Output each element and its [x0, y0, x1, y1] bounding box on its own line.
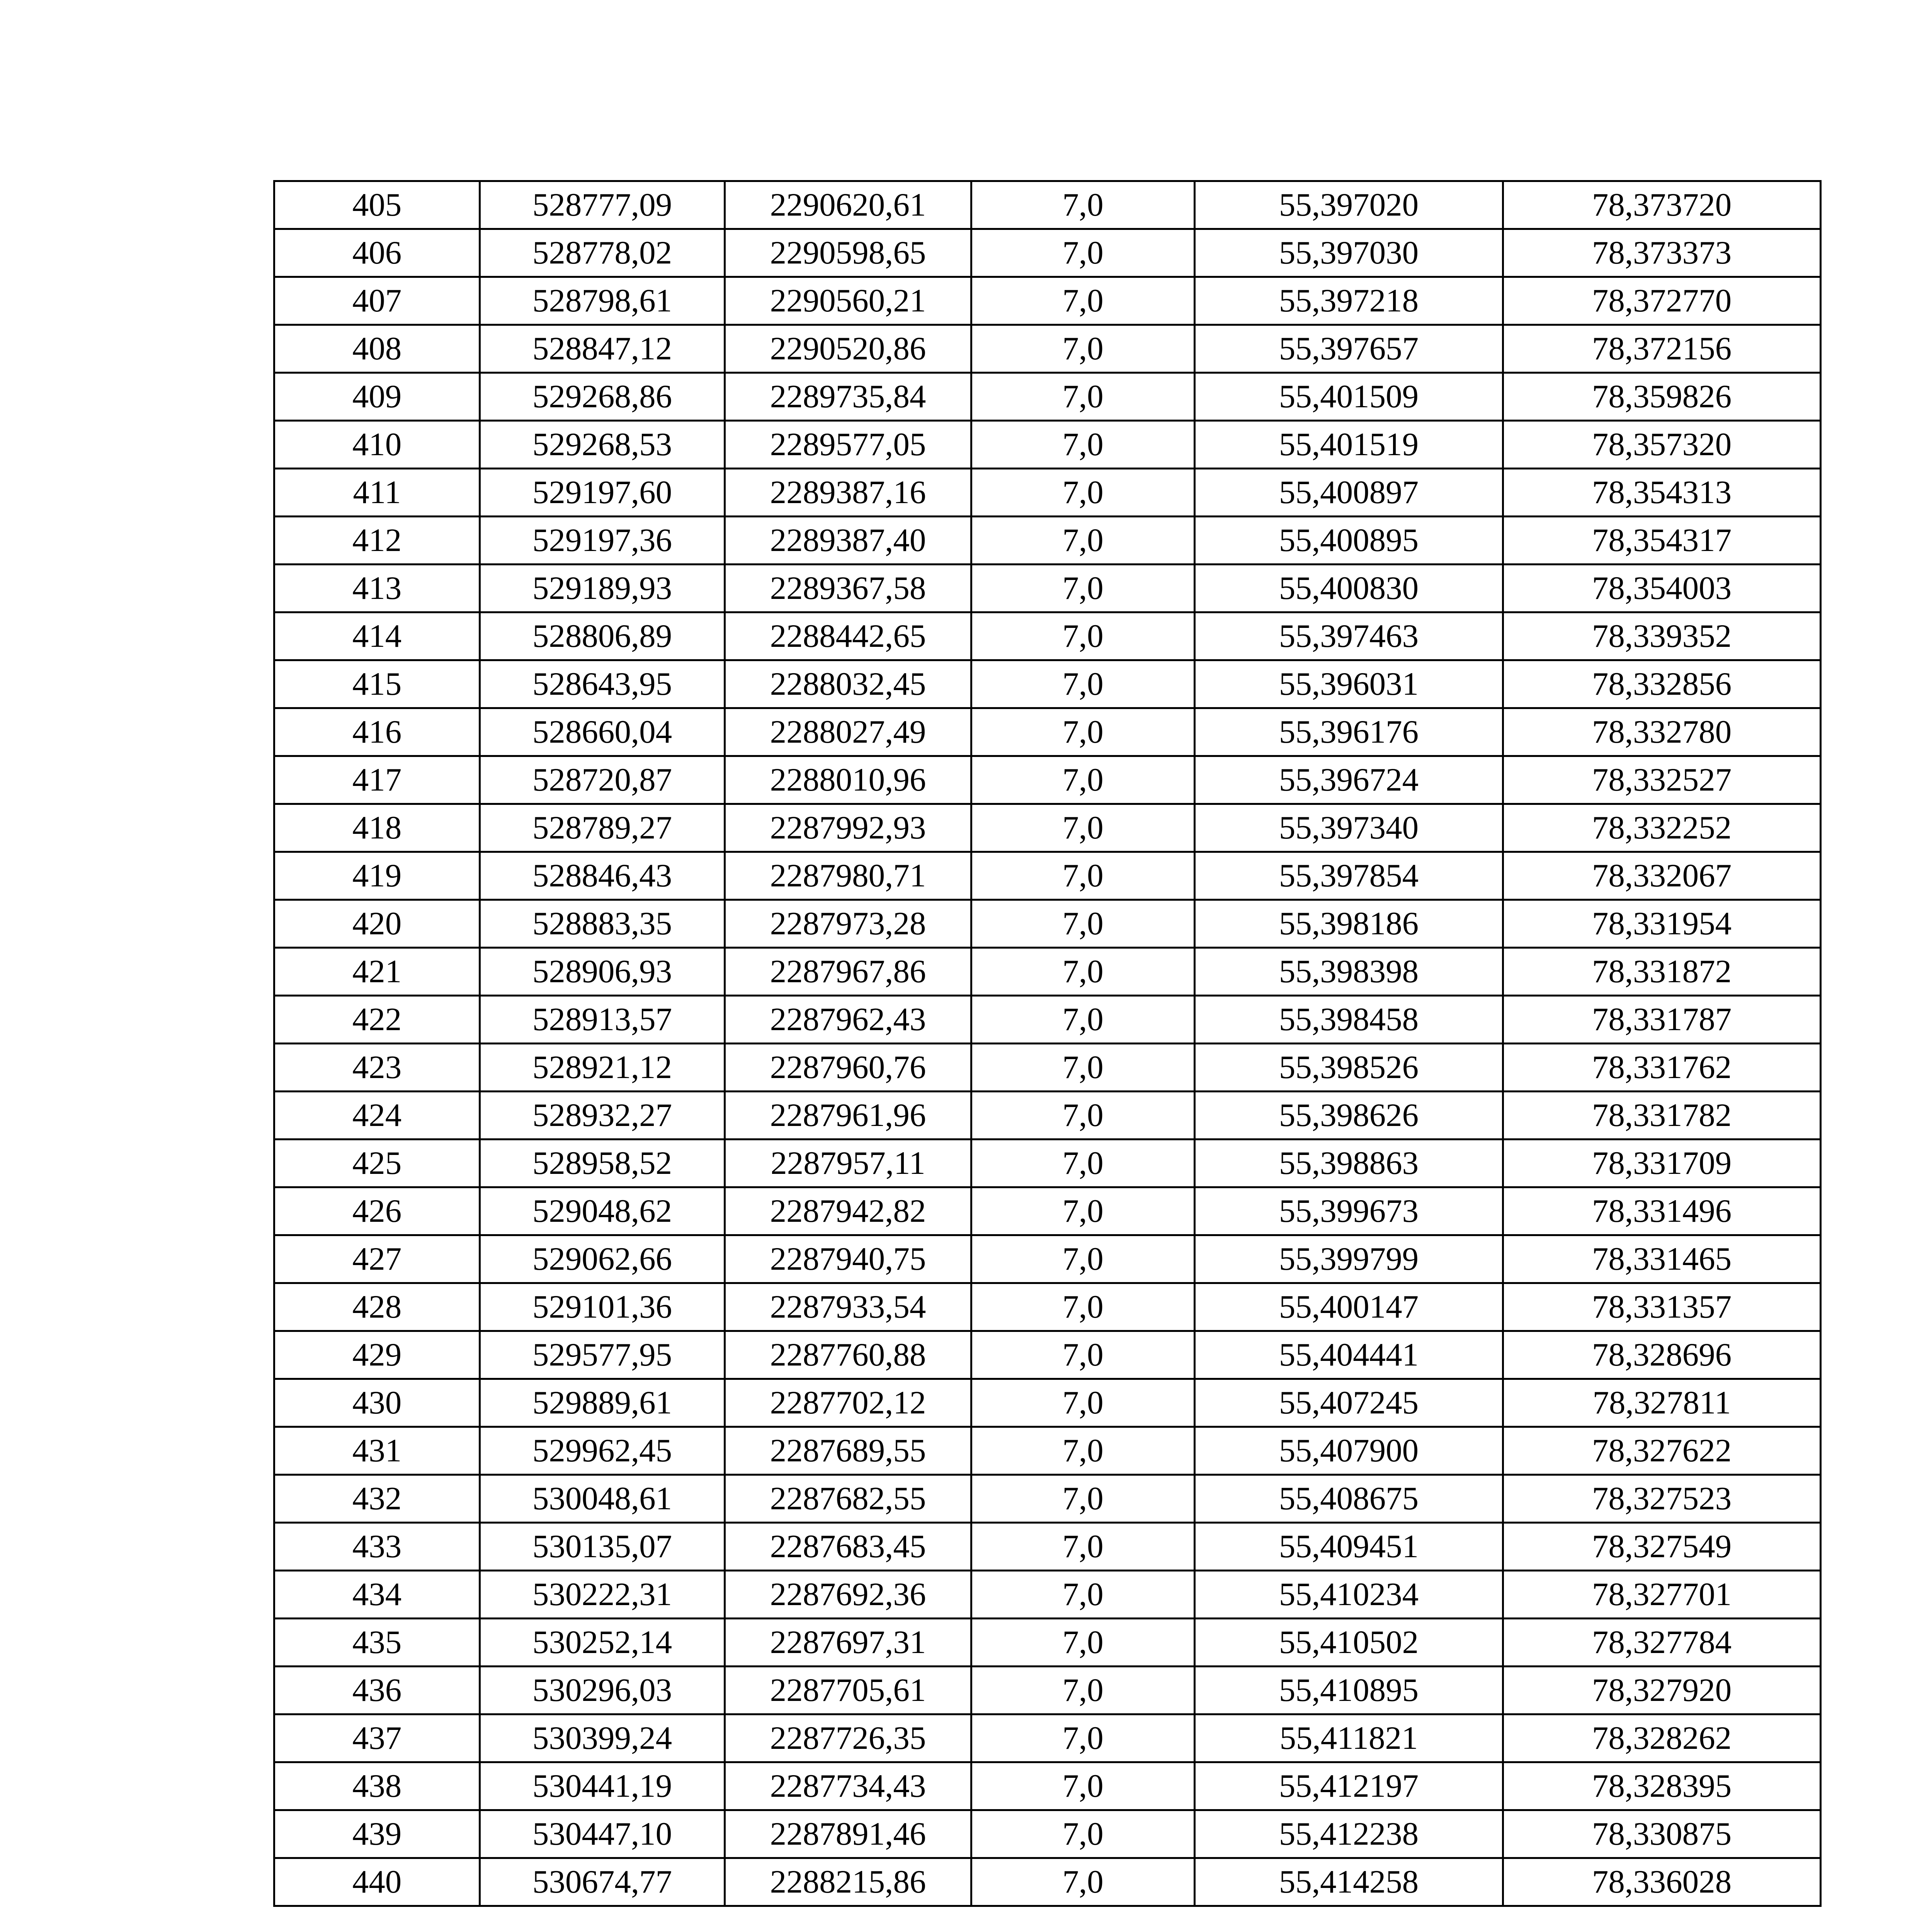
value-cell: 7,0	[971, 229, 1195, 277]
point-number-cell: 437	[274, 1714, 480, 1762]
latitude-cell: 55,410234	[1195, 1571, 1503, 1619]
x-coordinate-cell: 529189,93	[480, 565, 725, 612]
x-coordinate-cell: 530296,03	[480, 1667, 725, 1714]
value-cell: 7,0	[971, 1331, 1195, 1379]
point-number-cell: 406	[274, 229, 480, 277]
x-coordinate-cell: 528660,04	[480, 708, 725, 756]
point-number-cell: 440	[274, 1858, 480, 1906]
table-row	[274, 660, 1821, 708]
latitude-cell: 55,408675	[1195, 1475, 1503, 1523]
table-row	[274, 1379, 1821, 1427]
point-number-cell: 420	[274, 900, 480, 948]
longitude-cell: 78,332856	[1503, 660, 1821, 708]
longitude-cell: 78,327920	[1503, 1667, 1821, 1714]
latitude-cell: 55,396176	[1195, 708, 1503, 756]
point-number-cell: 436	[274, 1667, 480, 1714]
x-coordinate-cell: 528846,43	[480, 852, 725, 900]
point-number-cell: 414	[274, 612, 480, 660]
y-coordinate-cell: 2287683,45	[725, 1523, 971, 1571]
latitude-cell: 55,396031	[1195, 660, 1503, 708]
table-row	[274, 469, 1821, 517]
x-coordinate-cell: 530222,31	[480, 1571, 725, 1619]
y-coordinate-cell: 2290598,65	[725, 229, 971, 277]
y-coordinate-cell: 2287734,43	[725, 1762, 971, 1810]
y-coordinate-cell: 2290560,21	[725, 277, 971, 325]
value-cell: 7,0	[971, 660, 1195, 708]
value-cell: 7,0	[971, 1619, 1195, 1667]
y-coordinate-cell: 2287992,93	[725, 804, 971, 852]
point-number-cell: 432	[274, 1475, 480, 1523]
x-coordinate-cell: 529062,66	[480, 1235, 725, 1283]
longitude-cell: 78,328262	[1503, 1714, 1821, 1762]
value-cell: 7,0	[971, 708, 1195, 756]
longitude-cell: 78,372770	[1503, 277, 1821, 325]
table-row	[274, 900, 1821, 948]
table-row	[274, 1427, 1821, 1475]
y-coordinate-cell: 2287980,71	[725, 852, 971, 900]
latitude-cell: 55,398863	[1195, 1139, 1503, 1187]
y-coordinate-cell: 2290520,86	[725, 325, 971, 373]
longitude-cell: 78,332780	[1503, 708, 1821, 756]
x-coordinate-cell: 529048,62	[480, 1187, 725, 1235]
x-coordinate-cell: 530399,24	[480, 1714, 725, 1762]
table-row	[274, 277, 1821, 325]
latitude-cell: 55,401519	[1195, 421, 1503, 469]
longitude-cell: 78,331357	[1503, 1283, 1821, 1331]
point-number-cell: 418	[274, 804, 480, 852]
value-cell: 7,0	[971, 1379, 1195, 1427]
longitude-cell: 78,332252	[1503, 804, 1821, 852]
y-coordinate-cell: 2287961,96	[725, 1092, 971, 1139]
value-cell: 7,0	[971, 325, 1195, 373]
point-number-cell: 429	[274, 1331, 480, 1379]
y-coordinate-cell: 2287967,86	[725, 948, 971, 996]
longitude-cell: 78,331782	[1503, 1092, 1821, 1139]
latitude-cell: 55,410502	[1195, 1619, 1503, 1667]
point-number-cell: 430	[274, 1379, 480, 1427]
table-row	[274, 1139, 1821, 1187]
value-cell: 7,0	[971, 1571, 1195, 1619]
latitude-cell: 55,399799	[1195, 1235, 1503, 1283]
value-cell: 7,0	[971, 996, 1195, 1044]
latitude-cell: 55,411821	[1195, 1714, 1503, 1762]
value-cell: 7,0	[971, 756, 1195, 804]
table-row	[274, 421, 1821, 469]
y-coordinate-cell: 2287692,36	[725, 1571, 971, 1619]
longitude-cell: 78,328395	[1503, 1762, 1821, 1810]
x-coordinate-cell: 530441,19	[480, 1762, 725, 1810]
point-number-cell: 407	[274, 277, 480, 325]
value-cell: 7,0	[971, 1810, 1195, 1858]
y-coordinate-cell: 2287760,88	[725, 1331, 971, 1379]
longitude-cell: 78,328696	[1503, 1331, 1821, 1379]
x-coordinate-cell: 530447,10	[480, 1810, 725, 1858]
point-number-cell: 426	[274, 1187, 480, 1235]
y-coordinate-cell: 2287891,46	[725, 1810, 971, 1858]
longitude-cell: 78,336028	[1503, 1858, 1821, 1906]
y-coordinate-cell: 2287689,55	[725, 1427, 971, 1475]
longitude-cell: 78,373373	[1503, 229, 1821, 277]
x-coordinate-cell: 529268,53	[480, 421, 725, 469]
table-row	[274, 181, 1821, 229]
value-cell: 7,0	[971, 852, 1195, 900]
x-coordinate-cell: 529962,45	[480, 1427, 725, 1475]
point-number-cell: 409	[274, 373, 480, 421]
value-cell: 7,0	[971, 1283, 1195, 1331]
coordinates-table	[273, 180, 1822, 1907]
y-coordinate-cell: 2287702,12	[725, 1379, 971, 1427]
point-number-cell: 425	[274, 1139, 480, 1187]
x-coordinate-cell: 530135,07	[480, 1523, 725, 1571]
x-coordinate-cell: 528720,87	[480, 756, 725, 804]
value-cell: 7,0	[971, 1714, 1195, 1762]
y-coordinate-cell: 2288442,65	[725, 612, 971, 660]
latitude-cell: 55,398626	[1195, 1092, 1503, 1139]
value-cell: 7,0	[971, 1235, 1195, 1283]
longitude-cell: 78,327523	[1503, 1475, 1821, 1523]
x-coordinate-cell: 528883,35	[480, 900, 725, 948]
table-row	[274, 1619, 1821, 1667]
table-row	[274, 1283, 1821, 1331]
latitude-cell: 55,410895	[1195, 1667, 1503, 1714]
point-number-cell: 431	[274, 1427, 480, 1475]
x-coordinate-cell: 528777,09	[480, 181, 725, 229]
point-number-cell: 434	[274, 1571, 480, 1619]
value-cell: 7,0	[971, 612, 1195, 660]
x-coordinate-cell: 528932,27	[480, 1092, 725, 1139]
longitude-cell: 78,330875	[1503, 1810, 1821, 1858]
x-coordinate-cell: 528778,02	[480, 229, 725, 277]
y-coordinate-cell: 2287705,61	[725, 1667, 971, 1714]
value-cell: 7,0	[971, 948, 1195, 996]
latitude-cell: 55,396724	[1195, 756, 1503, 804]
latitude-cell: 55,398458	[1195, 996, 1503, 1044]
point-number-cell: 433	[274, 1523, 480, 1571]
y-coordinate-cell: 2287933,54	[725, 1283, 971, 1331]
table-row	[274, 1092, 1821, 1139]
latitude-cell: 55,404441	[1195, 1331, 1503, 1379]
latitude-cell: 55,412238	[1195, 1810, 1503, 1858]
value-cell: 7,0	[971, 469, 1195, 517]
point-number-cell: 411	[274, 469, 480, 517]
point-number-cell: 421	[274, 948, 480, 996]
y-coordinate-cell: 2289367,58	[725, 565, 971, 612]
longitude-cell: 78,331496	[1503, 1187, 1821, 1235]
value-cell: 7,0	[971, 1139, 1195, 1187]
y-coordinate-cell: 2287962,43	[725, 996, 971, 1044]
point-number-cell: 413	[274, 565, 480, 612]
latitude-cell: 55,397854	[1195, 852, 1503, 900]
point-number-cell: 412	[274, 517, 480, 565]
point-number-cell: 438	[274, 1762, 480, 1810]
point-number-cell: 439	[274, 1810, 480, 1858]
longitude-cell: 78,354313	[1503, 469, 1821, 517]
table-row	[274, 1762, 1821, 1810]
point-number-cell: 428	[274, 1283, 480, 1331]
value-cell: 7,0	[971, 1044, 1195, 1092]
x-coordinate-cell: 529197,60	[480, 469, 725, 517]
y-coordinate-cell: 2287942,82	[725, 1187, 971, 1235]
longitude-cell: 78,331787	[1503, 996, 1821, 1044]
point-number-cell: 435	[274, 1619, 480, 1667]
table-row	[274, 1331, 1821, 1379]
latitude-cell: 55,397020	[1195, 181, 1503, 229]
table-row	[274, 325, 1821, 373]
point-number-cell: 424	[274, 1092, 480, 1139]
x-coordinate-cell: 528847,12	[480, 325, 725, 373]
value-cell: 7,0	[971, 1475, 1195, 1523]
y-coordinate-cell: 2287940,75	[725, 1235, 971, 1283]
latitude-cell: 55,407245	[1195, 1379, 1503, 1427]
x-coordinate-cell: 530674,77	[480, 1858, 725, 1906]
table-row	[274, 1044, 1821, 1092]
table-row	[274, 1187, 1821, 1235]
point-number-cell: 419	[274, 852, 480, 900]
y-coordinate-cell: 2289577,05	[725, 421, 971, 469]
y-coordinate-cell: 2289735,84	[725, 373, 971, 421]
y-coordinate-cell: 2289387,16	[725, 469, 971, 517]
x-coordinate-cell: 528921,12	[480, 1044, 725, 1092]
longitude-cell: 78,331762	[1503, 1044, 1821, 1092]
longitude-cell: 78,332067	[1503, 852, 1821, 900]
value-cell: 7,0	[971, 277, 1195, 325]
y-coordinate-cell: 2287957,11	[725, 1139, 971, 1187]
x-coordinate-cell: 528913,57	[480, 996, 725, 1044]
value-cell: 7,0	[971, 900, 1195, 948]
table-row	[274, 852, 1821, 900]
latitude-cell: 55,397657	[1195, 325, 1503, 373]
latitude-cell: 55,397340	[1195, 804, 1503, 852]
latitude-cell: 55,398526	[1195, 1044, 1503, 1092]
y-coordinate-cell: 2288010,96	[725, 756, 971, 804]
table-row	[274, 708, 1821, 756]
value-cell: 7,0	[971, 421, 1195, 469]
latitude-cell: 55,397030	[1195, 229, 1503, 277]
latitude-cell: 55,398186	[1195, 900, 1503, 948]
longitude-cell: 78,331872	[1503, 948, 1821, 996]
y-coordinate-cell: 2287960,76	[725, 1044, 971, 1092]
table-row	[274, 756, 1821, 804]
table-row	[274, 1235, 1821, 1283]
x-coordinate-cell: 528798,61	[480, 277, 725, 325]
y-coordinate-cell: 2287682,55	[725, 1475, 971, 1523]
point-number-cell: 423	[274, 1044, 480, 1092]
x-coordinate-cell: 528958,52	[480, 1139, 725, 1187]
x-coordinate-cell: 528643,95	[480, 660, 725, 708]
table-row	[274, 229, 1821, 277]
table-row	[274, 1571, 1821, 1619]
table-row	[274, 804, 1821, 852]
y-coordinate-cell: 2287726,35	[725, 1714, 971, 1762]
latitude-cell: 55,397218	[1195, 277, 1503, 325]
point-number-cell: 416	[274, 708, 480, 756]
value-cell: 7,0	[971, 1523, 1195, 1571]
value-cell: 7,0	[971, 1187, 1195, 1235]
table-row	[274, 612, 1821, 660]
x-coordinate-cell: 530048,61	[480, 1475, 725, 1523]
table-row	[274, 1714, 1821, 1762]
longitude-cell: 78,357320	[1503, 421, 1821, 469]
x-coordinate-cell: 530252,14	[480, 1619, 725, 1667]
table-row	[274, 517, 1821, 565]
y-coordinate-cell: 2290620,61	[725, 181, 971, 229]
longitude-cell: 78,339352	[1503, 612, 1821, 660]
latitude-cell: 55,398398	[1195, 948, 1503, 996]
point-number-cell: 422	[274, 996, 480, 1044]
latitude-cell: 55,400895	[1195, 517, 1503, 565]
longitude-cell: 78,331709	[1503, 1139, 1821, 1187]
value-cell: 7,0	[971, 1762, 1195, 1810]
x-coordinate-cell: 528789,27	[480, 804, 725, 852]
x-coordinate-cell: 529197,36	[480, 517, 725, 565]
point-number-cell: 410	[274, 421, 480, 469]
table-row	[274, 1667, 1821, 1714]
latitude-cell: 55,397463	[1195, 612, 1503, 660]
latitude-cell: 55,399673	[1195, 1187, 1503, 1235]
longitude-cell: 78,331465	[1503, 1235, 1821, 1283]
table-row	[274, 948, 1821, 996]
x-coordinate-cell: 529268,86	[480, 373, 725, 421]
value-cell: 7,0	[971, 1858, 1195, 1906]
value-cell: 7,0	[971, 1092, 1195, 1139]
latitude-cell: 55,400897	[1195, 469, 1503, 517]
longitude-cell: 78,373720	[1503, 181, 1821, 229]
value-cell: 7,0	[971, 565, 1195, 612]
y-coordinate-cell: 2288032,45	[725, 660, 971, 708]
latitude-cell: 55,400830	[1195, 565, 1503, 612]
longitude-cell: 78,327811	[1503, 1379, 1821, 1427]
x-coordinate-cell: 529889,61	[480, 1379, 725, 1427]
latitude-cell: 55,414258	[1195, 1858, 1503, 1906]
longitude-cell: 78,359826	[1503, 373, 1821, 421]
table-row	[274, 565, 1821, 612]
table-row	[274, 1475, 1821, 1523]
point-number-cell: 427	[274, 1235, 480, 1283]
y-coordinate-cell: 2288027,49	[725, 708, 971, 756]
y-coordinate-cell: 2287973,28	[725, 900, 971, 948]
point-number-cell: 408	[274, 325, 480, 373]
value-cell: 7,0	[971, 1427, 1195, 1475]
longitude-cell: 78,331954	[1503, 900, 1821, 948]
table-row	[274, 373, 1821, 421]
point-number-cell: 405	[274, 181, 480, 229]
latitude-cell: 55,401509	[1195, 373, 1503, 421]
x-coordinate-cell: 528906,93	[480, 948, 725, 996]
longitude-cell: 78,327549	[1503, 1523, 1821, 1571]
y-coordinate-cell: 2289387,40	[725, 517, 971, 565]
longitude-cell: 78,327622	[1503, 1427, 1821, 1475]
table-row	[274, 1523, 1821, 1571]
longitude-cell: 78,327701	[1503, 1571, 1821, 1619]
value-cell: 7,0	[971, 804, 1195, 852]
longitude-cell: 78,354003	[1503, 565, 1821, 612]
latitude-cell: 55,409451	[1195, 1523, 1503, 1571]
latitude-cell: 55,407900	[1195, 1427, 1503, 1475]
point-number-cell: 415	[274, 660, 480, 708]
y-coordinate-cell: 2287697,31	[725, 1619, 971, 1667]
x-coordinate-cell: 529577,95	[480, 1331, 725, 1379]
value-cell: 7,0	[971, 181, 1195, 229]
coordinates-table-body	[274, 181, 1821, 1906]
value-cell: 7,0	[971, 1667, 1195, 1714]
longitude-cell: 78,354317	[1503, 517, 1821, 565]
table-row	[274, 1810, 1821, 1858]
y-coordinate-cell: 2288215,86	[725, 1858, 971, 1906]
value-cell: 7,0	[971, 517, 1195, 565]
latitude-cell: 55,400147	[1195, 1283, 1503, 1331]
table-row	[274, 1858, 1821, 1906]
x-coordinate-cell: 529101,36	[480, 1283, 725, 1331]
longitude-cell: 78,372156	[1503, 325, 1821, 373]
table-row	[274, 996, 1821, 1044]
point-number-cell: 417	[274, 756, 480, 804]
x-coordinate-cell: 528806,89	[480, 612, 725, 660]
value-cell: 7,0	[971, 373, 1195, 421]
longitude-cell: 78,327784	[1503, 1619, 1821, 1667]
latitude-cell: 55,412197	[1195, 1762, 1503, 1810]
longitude-cell: 78,332527	[1503, 756, 1821, 804]
